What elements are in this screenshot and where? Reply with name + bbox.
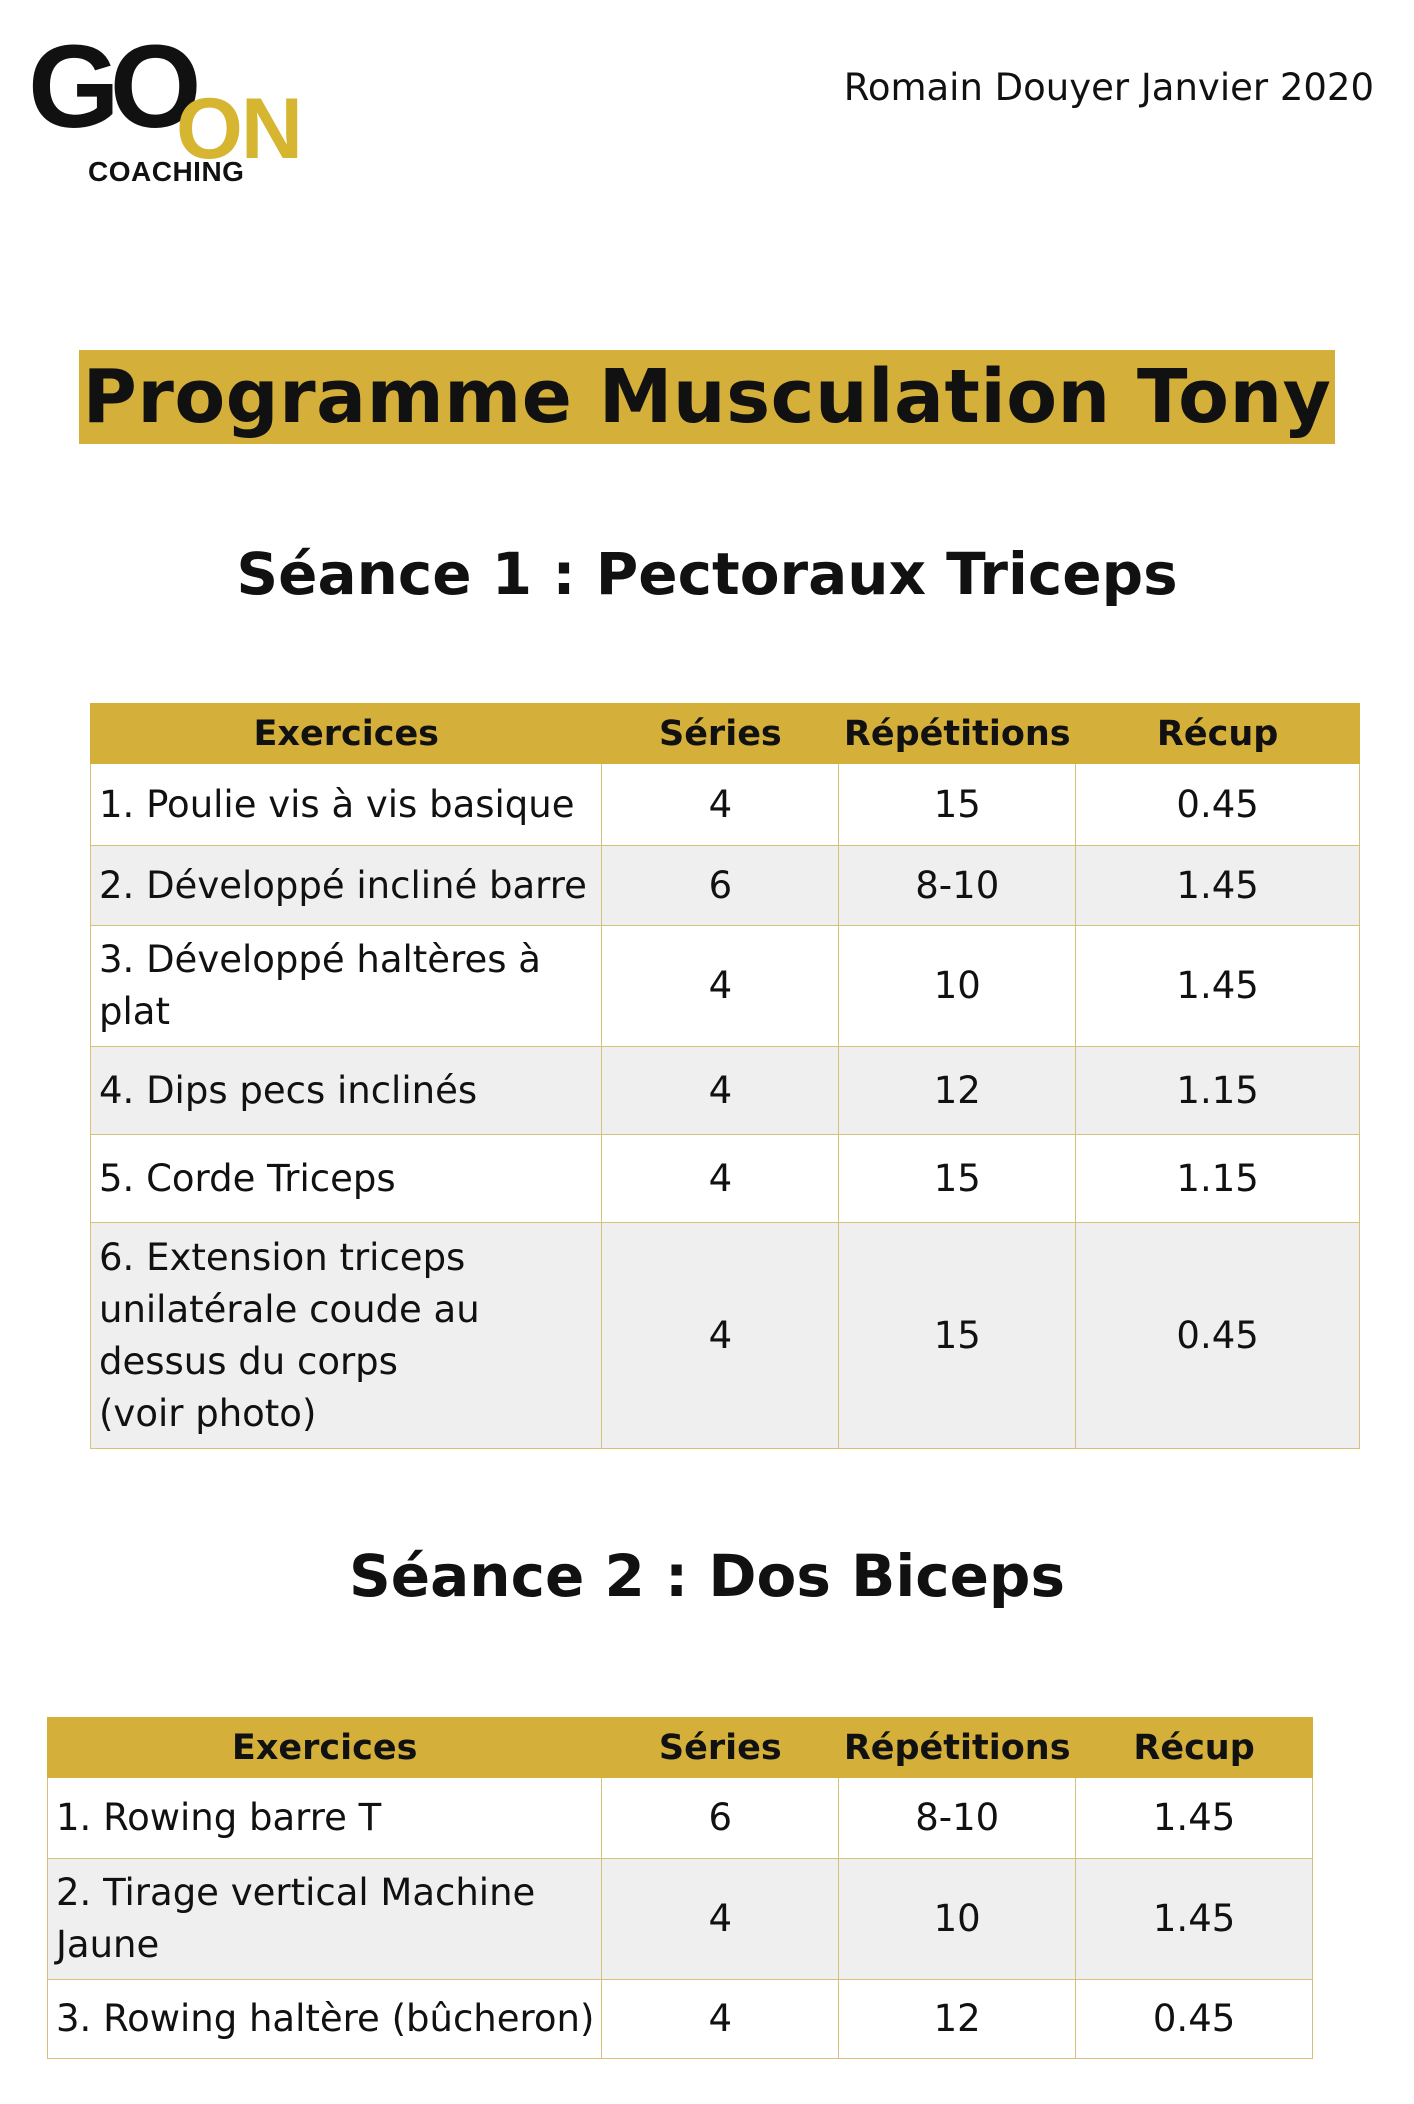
reps-cell: 15 — [839, 1223, 1076, 1449]
column-header-exercises: Exercices — [48, 1718, 602, 1778]
go-on-coaching-logo — [28, 21, 328, 198]
reps-cell: 15 — [839, 764, 1076, 846]
series-cell: 4 — [602, 764, 839, 846]
session-1-table — [90, 703, 1360, 1449]
column-header-reps: Répétitions — [839, 1718, 1076, 1778]
logo-on-text: ON — [176, 81, 301, 177]
series-cell: 6 — [602, 846, 839, 926]
reps-cell: 8-10 — [839, 1778, 1076, 1859]
exercise-note: (voir photo) — [99, 1391, 317, 1435]
column-header-series: Séries — [602, 704, 839, 764]
rest-cell: 1.45 — [1076, 1859, 1313, 1980]
series-cell: 4 — [602, 1223, 839, 1449]
table-row — [91, 764, 1360, 846]
rest-cell: 1.45 — [1076, 1778, 1313, 1859]
table-row — [91, 846, 1360, 926]
author-date: Romain Douyer Janvier 2020 — [843, 66, 1374, 109]
exercise-cell: 1. Rowing barre T — [48, 1778, 602, 1859]
rest-cell: 0.45 — [1076, 1223, 1360, 1449]
rest-cell: 1.45 — [1076, 846, 1360, 926]
rest-cell: 0.45 — [1076, 764, 1360, 846]
session-1-title: Séance 1 : Pectoraux Triceps — [236, 540, 1178, 608]
reps-cell: 8-10 — [839, 846, 1076, 926]
title-wrapper — [0, 350, 1414, 444]
exercise-cell: 2. Développé incliné barre — [91, 846, 602, 926]
table-header-row — [91, 704, 1360, 764]
table-row — [91, 1135, 1360, 1223]
exercise-cell: 3. Rowing haltère (bûcheron) — [48, 1980, 602, 2059]
rest-cell: 1.15 — [1076, 1135, 1360, 1223]
reps-cell: 10 — [839, 926, 1076, 1047]
series-cell: 4 — [602, 1047, 839, 1135]
table-row — [48, 1859, 1313, 1980]
reps-cell: 12 — [839, 1047, 1076, 1135]
column-header-rest: Récup — [1076, 704, 1360, 764]
series-cell: 4 — [602, 1980, 839, 2059]
table-row — [91, 1047, 1360, 1135]
column-header-exercises: Exercices — [91, 704, 602, 764]
series-cell: 4 — [602, 1135, 839, 1223]
column-header-series: Séries — [602, 1718, 839, 1778]
exercise-cell: 5. Corde Triceps — [91, 1135, 602, 1223]
exercise-cell: 4. Dips pecs inclinés — [91, 1047, 602, 1135]
reps-cell: 10 — [839, 1859, 1076, 1980]
logo-coaching-text: COACHING — [88, 156, 245, 187]
rest-cell: 0.45 — [1076, 1980, 1313, 2059]
table-row — [48, 1778, 1313, 1859]
session-2-title: Séance 2 : Dos Biceps — [349, 1542, 1065, 1610]
reps-cell: 15 — [839, 1135, 1076, 1223]
table-row — [91, 926, 1360, 1047]
table-header-row — [48, 1718, 1313, 1778]
reps-cell: 12 — [839, 1980, 1076, 2059]
exercise-cell: 2. Tirage vertical Machine Jaune — [48, 1859, 602, 1980]
page-title: Programme Musculation Tony — [79, 350, 1336, 444]
column-header-reps: Répétitions — [839, 704, 1076, 764]
exercise-cell: 3. Développé haltères à plat — [91, 926, 602, 1047]
table-row — [48, 1980, 1313, 2059]
exercise-cell — [91, 1223, 602, 1449]
session-2-table — [47, 1717, 1313, 2059]
series-cell: 4 — [602, 926, 839, 1047]
rest-cell: 1.45 — [1076, 926, 1360, 1047]
column-header-rest: Récup — [1076, 1718, 1313, 1778]
exercise-text: 6. Extension triceps unilatérale coude au dessus du corps — [99, 1235, 480, 1383]
logo-go-text: GO — [28, 21, 192, 153]
rest-cell: 1.15 — [1076, 1047, 1360, 1135]
series-cell: 4 — [602, 1859, 839, 1980]
table-row — [91, 1223, 1360, 1449]
exercise-cell: 1. Poulie vis à vis basique — [91, 764, 602, 846]
series-cell: 6 — [602, 1778, 839, 1859]
